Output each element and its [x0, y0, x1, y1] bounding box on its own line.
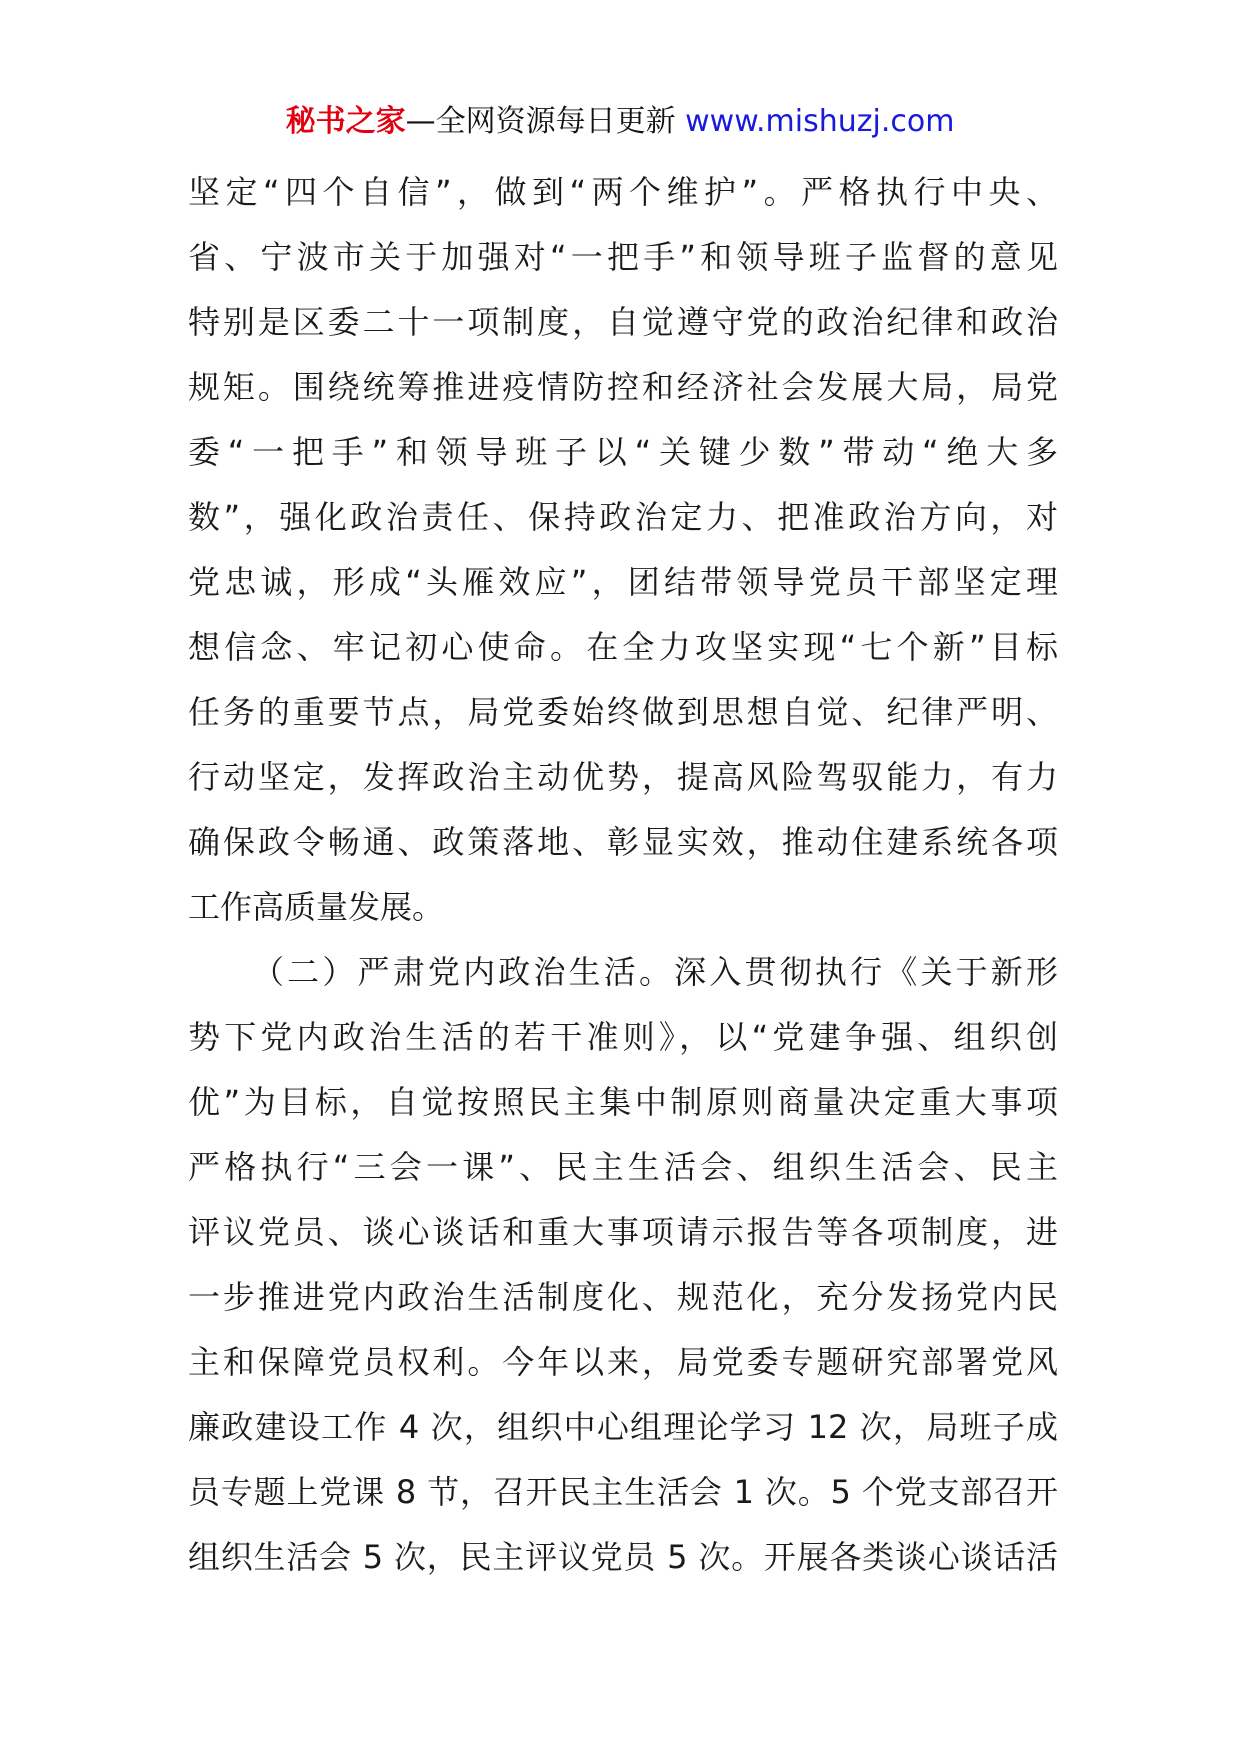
text-line: 廉政建设工作 4 次，组织中心组理论学习 12 次，局班子成 — [188, 1408, 1058, 1446]
text-line: 规矩。围绕统筹推进疫情防控和经济社会发展大局，局党 — [188, 368, 1058, 406]
text-line: 严格执行“三会一课”、民主生活会、组织生活会、民主 — [188, 1148, 1058, 1186]
text-line: 确保政令畅通、政策落地、彰显实效，推动住建系统各项 — [188, 823, 1058, 861]
text-line: 优”为目标，自觉按照民主集中制原则商量决定重大事项 — [188, 1083, 1058, 1121]
text-line: 评议党员、谈心谈话和重大事项请示报告等各项制度，进 — [188, 1213, 1058, 1251]
brand-name: 秘书之家 — [285, 104, 406, 139]
text-line: 势下党内政治生活的若干准则》，以“党建争强、组织创 — [188, 1018, 1058, 1056]
section-heading-line: （二）严肃党内政治生活。深入贯彻执行《关于新形 — [252, 953, 1058, 991]
document-body — [188, 160, 1058, 1590]
text-line: 组织生活会 5 次，民主评议党员 5 次。开展各类谈心谈话活 — [188, 1538, 1058, 1576]
text-line: 主和保障党员权利。今年以来，局党委专题研究部署党风 — [188, 1343, 1058, 1381]
text-line: 委“一把手”和领导班子以“关键少数”带动“绝大多 — [188, 433, 1058, 471]
text-line: 省、宁波市关于加强对“一把手”和领导班子监督的意见 — [188, 238, 1058, 276]
header-tagline: —全网资源每日更新 — [405, 104, 686, 139]
text-line: 党忠诚，形成“头雁效应”，团结带领导党员干部坚定理 — [188, 563, 1058, 601]
text-line: 任务的重要节点，局党委始终做到思想自觉、纪律严明、 — [188, 693, 1058, 731]
site-header — [0, 100, 1240, 144]
paragraph-end-line: 工作高质量发展。 — [188, 888, 445, 926]
text-line: 员专题上党课 8 节，召开民主生活会 1 次。5 个党支部召开 — [188, 1473, 1058, 1511]
text-line: 坚定“四个自信”，做到“两个维护”。严格执行中央、 — [188, 173, 1058, 211]
text-line: 数”，强化政治责任、保持政治定力、把准政治方向，对 — [188, 498, 1058, 536]
text-line: 一步推进党内政治生活制度化、规范化，充分发扬党内民 — [188, 1278, 1058, 1316]
site-url-link[interactable]: www.mishuzj.com — [685, 104, 955, 139]
text-line: 想信念、牢记初心使命。在全力攻坚实现“七个新”目标 — [188, 628, 1058, 666]
text-line: 行动坚定，发挥政治主动优势，提高风险驾驭能力，有力 — [188, 758, 1058, 796]
text-line: 特别是区委二十一项制度，自觉遵守党的政治纪律和政治 — [188, 303, 1058, 341]
